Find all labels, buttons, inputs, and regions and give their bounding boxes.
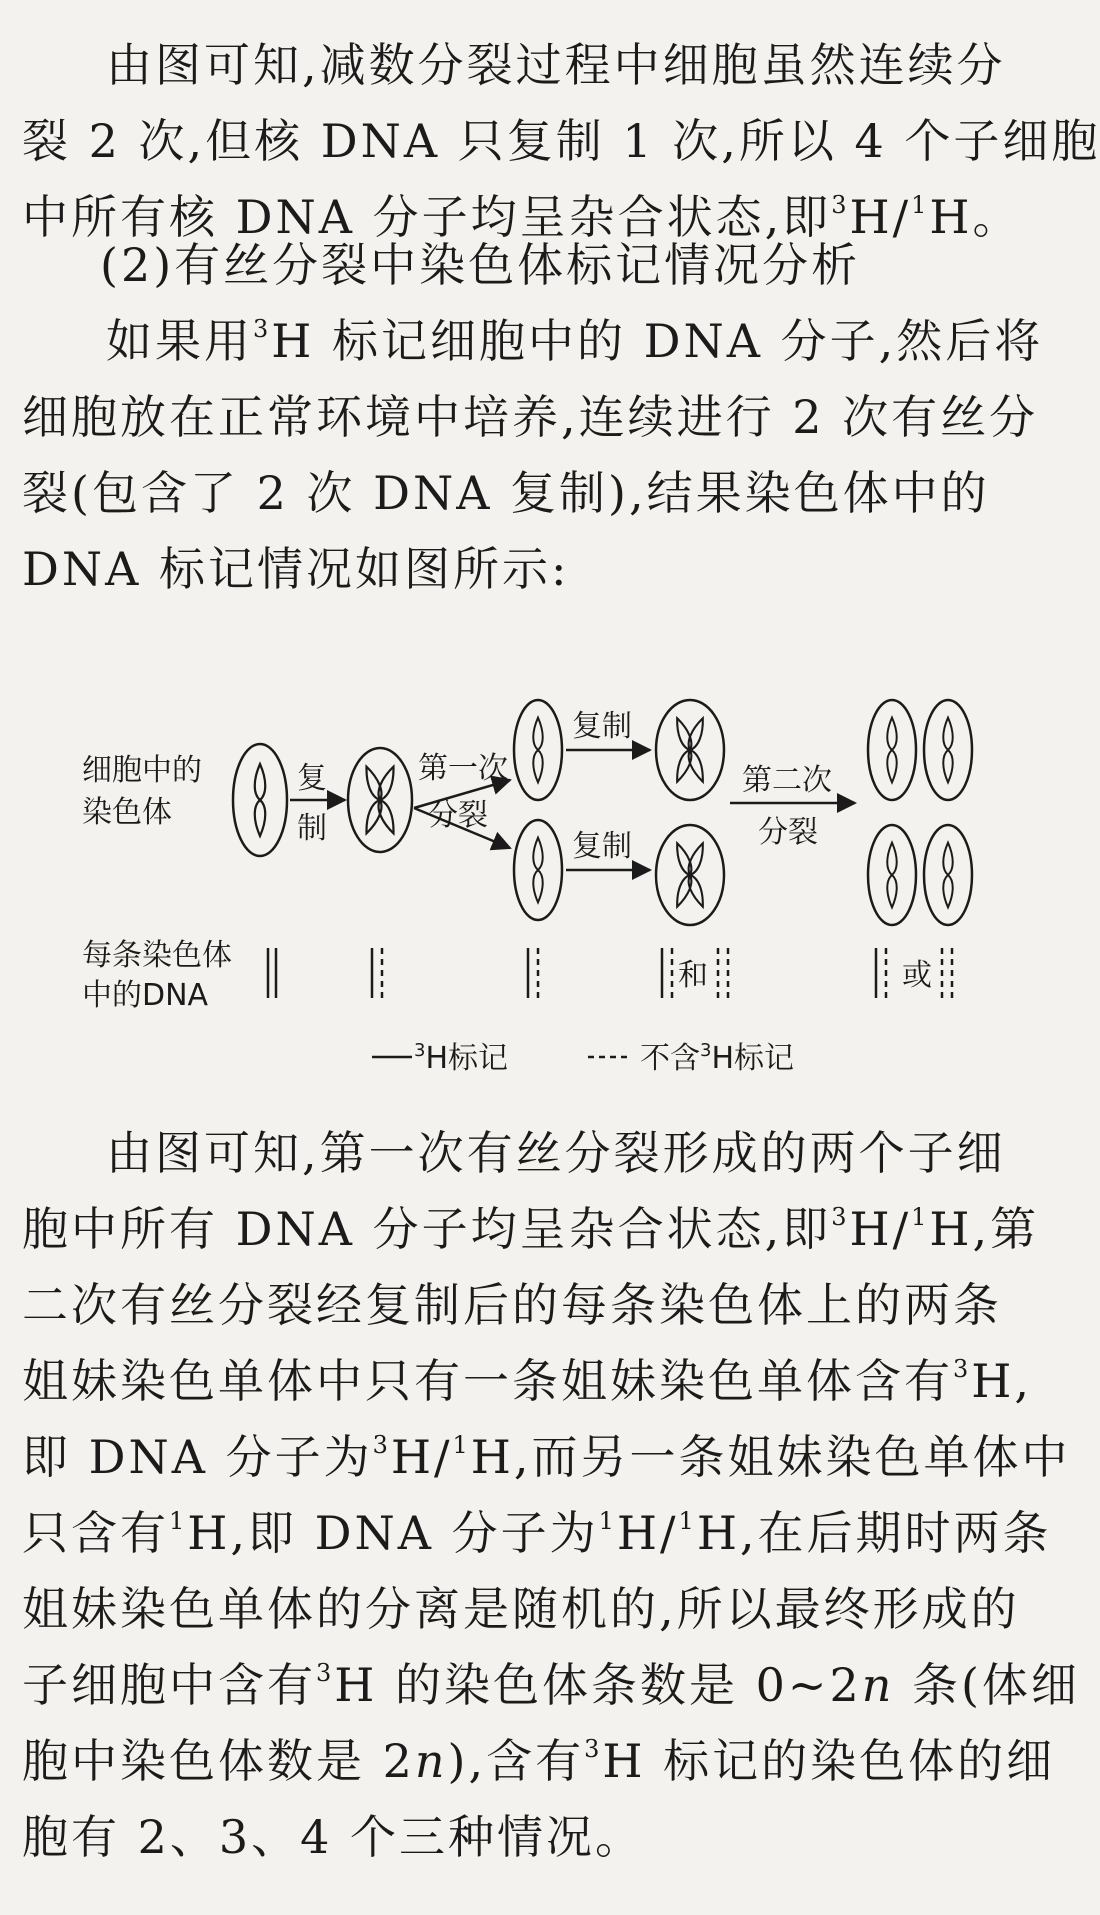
dna-after-first-division (528, 948, 538, 998)
final-chromosome (943, 718, 952, 783)
text-line: 细胞放在正常环境中培养,连续进行 2 次有丝分 (22, 390, 1039, 444)
final-chromosome (887, 718, 896, 783)
text-line: 胞中所有 DNA 分子均呈杂合状态,即$^3$H/$^1$H,第 (22, 1202, 1040, 1256)
label-replicate-top: 复制 (572, 709, 632, 744)
text-line: 子细胞中含有$^3$H 的染色体条数是 0~2n 条(体细 (22, 1658, 1080, 1712)
mitosis-labeling-diagram (0, 680, 1058, 1080)
label-cell-chromosome-2: 染色体 (82, 795, 172, 830)
chromosome-replicated-top (673, 716, 708, 783)
text-line: DNA 标记情况如图所示: (22, 542, 570, 596)
svg-text:3H标记: $^3$H标记 (414, 1040, 509, 1076)
label-dna-per-chromosome-1: 每条染色体 (82, 938, 232, 973)
legend-labeled (372, 1040, 508, 1076)
label-cell-chromosome-1: 细胞中的 (82, 753, 202, 788)
chromosome-daughter-bottom (533, 838, 542, 903)
label-first-division-2: 分裂 (428, 798, 488, 833)
chromosome-unreplicated (255, 764, 266, 836)
text-line: 由图可知,减数分裂过程中细胞虽然连续分 (106, 38, 1006, 92)
paragraph-mitosis-conclusion (22, 1115, 1080, 1875)
text-line: 由图可知,第一次有丝分裂形成的两个子细 (106, 1126, 1006, 1180)
text-line: 二次有丝分裂经复制后的每条染色体上的两条 (22, 1278, 1002, 1332)
label-first-division-1: 第一次 (418, 751, 508, 786)
chromosome-replicated (362, 765, 399, 836)
label-or: 或 (902, 958, 932, 993)
label-second-division-2: 分裂 (758, 815, 818, 850)
text-line: 裂(包含了 2 次 DNA 复制),结果染色体中的 (22, 466, 990, 520)
text-line: 如果用$^3$H 标记细胞中的 DNA 分子,然后将 (106, 314, 1044, 368)
label-replicate-2: 制 (297, 811, 327, 846)
text-line: 胞中染色体数是 2n),含有$^3$H 标记的染色体的细 (22, 1734, 1056, 1788)
label-replicate-1: 复 (297, 761, 327, 796)
label-replicate-bottom: 复制 (572, 829, 632, 864)
paragraph-mitosis-intro (22, 303, 1044, 607)
label-dna-per-chromosome-2: 中的DNA (82, 978, 209, 1013)
section-heading: (2)有丝分裂中染色体标记情况分析 (100, 238, 861, 292)
final-chromosome (943, 843, 952, 908)
text-line: 只含有$^1$H,即 DNA 分子为$^1$H/$^1$H,在后期时两条 (22, 1506, 1052, 1560)
dna-after-first-replication (372, 948, 382, 998)
final-chromosome (887, 843, 896, 908)
text-line: 姐妹染色单体的分离是随机的,所以最终形成的 (22, 1582, 1020, 1636)
paragraph-meiosis-conclusion (22, 27, 1100, 255)
text-line: 姐妹染色单体中只有一条姐妹染色单体含有$^3$H, (22, 1354, 1033, 1408)
text-line: 中所有核 DNA 分子均呈杂合状态,即$^3$H/$^1$H。 (22, 190, 1022, 244)
chromosome-replicated-bottom (673, 841, 708, 908)
text-line: 胞有 2、3、4 个三种情况。 (22, 1810, 645, 1864)
label-second-division-1: 第二次 (742, 763, 832, 798)
text-line: 裂 2 次,但核 DNA 只复制 1 次,所以 4 个子细胞 (22, 114, 1100, 168)
dna-original (268, 948, 276, 998)
chromosome-daughter-top (533, 718, 542, 783)
legend-unlabeled (588, 1040, 794, 1076)
svg-text:不含3H标记: 不含$^3$H标记 (640, 1040, 795, 1076)
label-and: 和 (678, 958, 708, 993)
text-line: 即 DNA 分子为$^3$H/$^1$H,而另一条姐妹染色单体中 (22, 1430, 1071, 1484)
